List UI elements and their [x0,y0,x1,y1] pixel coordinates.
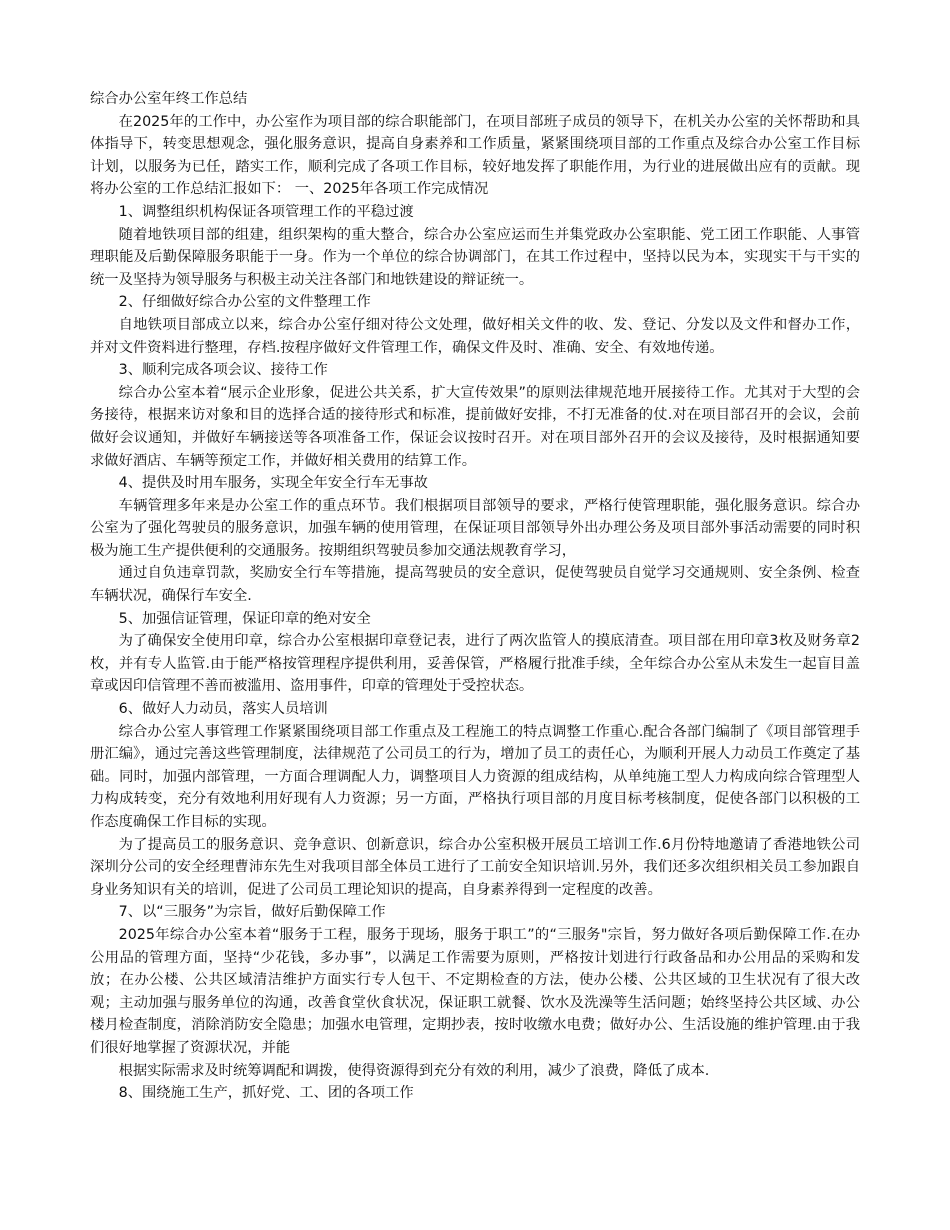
section-heading: 5、加强信证管理，保证印章的绝对安全 [118,610,371,627]
document-body [90,88,860,1105]
paragraph: 通过自负违章罚款，奖励安全行车等措施，提高驾驶员的安全意识，促使驾驶员自觉学习交通规则、安全条例、检查车辆状况，确保行车安全. [90,565,860,605]
paragraph: 自地铁项目部成立以来，综合办公室仔细对待公文处理，做好相关文件的收、发、登记、分发以及文件和督办工作，并对文件资料进行整理，存档.按程序做好文件管理工作，确保文件及时、准确、安全、有效地传递。 [90,316,860,356]
section-heading: 8、围绕施工生产，抓好党、工、团的各项工作 [118,1085,414,1102]
paragraph: 2025年综合办公室本着“服务于工程，服务于现场，服务于职工”的“三服务"宗旨，努力做好各项后勤保障工作.在办公用品的管理方面，坚持“少花钱，多办事”，以满足工作需要为原则，严格按计划进行行政备品和办公用品的采购和发放；在办公楼、公共区域清洁维护方面实行专人包干、不定期检查的方法，使办公楼、公共区域的卫生状况有了很大改观；主动加强与服务单位的沟通，改善食堂伙食状况，保证职工就餐、饮水及洗澡等生活问题；始终坚持公共区域、办公楼月检查制度，消除消防安全隐患；加强水电管理，定期抄表，按时收缴水电费；做好办公、生活设施的维护管理.由于我们很好地掌握了资源状况，并能 [90,926,860,1056]
document-title: 综合办公室年终工作总结 [90,91,248,107]
paragraph: 为了确保安全使用印章，综合办公室根据印章登记表，进行了两次监管人的摸底清查。项目部在用印章3枚及财务章2枚，并有专人监管.由于能严格按管理程序提供利用，妥善保管，严格履行批准手续，全年综合办公室从未发生一起盲目盖章或因印信管理不善而被滥用、盗用事件，印章的管理处于受控状态。 [90,633,860,695]
paragraph: 随着地铁项目部的组建，组织架构的重大整合，综合办公室应运而生并集党政办公室职能、党工团工作职能、人事管理职能及后勤保障服务职能于一身。作为一个单位的综合协调部门，在其工作过程中，坚持以民为本，实现实干与干实的统一及坚持为领导服务与积极主动关注各部门和地铁建设的辩证统一。 [90,226,860,288]
section-heading: 7、以“三服务”为宗旨，做好后勤保障工作 [118,904,386,921]
section-heading: 2、仔细做好综合办公室的文件整理工作 [118,294,371,311]
paragraph: 综合办公室人事管理工作紧紧围绕项目部工作重点及工程施工的特点调整工作重心.配合各部门编制了《项目部管理手册汇编》，通过完善这些管理制度，法律规范了公司员工的行为，增加了员工的责任心，为顺利开展人力动员工作奠定了基础。同时，加强内部管理，一方面合理调配人力，调整项目人力资源的组成结构，从单纯施工型人力构成向综合管理型人力构成转变，充分有效地利用好现有人力资源；另一方面，严格执行项目部的月度目标考核制度，促使各部门以积极的工作态度确保工作目标的实现。 [90,723,860,830]
section-heading: 1、调整组织机构保证各项管理工作的平稳过渡 [118,203,414,220]
section-heading: 4、提供及时用车服务，实现全年安全行车无事故 [118,475,428,492]
section-heading: 6、做好人力动员，落实人员培训 [118,701,328,718]
section-heading: 3、顺利完成各项会议、接待工作 [118,362,328,379]
paragraph: 根据实际需求及时统筹调配和调拨，使得资源得到充分有效的利用，减少了浪费，降低了成本. [118,1062,710,1079]
paragraph: 综合办公室本着“展示企业形象，促进公共关系，扩大宣传效果”的原则法律规范地开展接待工作。尤其对于大型的会务接待，根据来访对象和目的选择合适的接待形式和标准，提前做好安排，不打无准备的仗.对在项目部召开的会议，会前做好会议通知，并做好车辆接送等各项准备工作，保证会议按时召开。对在项目部外召开的会议及接待，及时根据通知要求做好酒店、车辆等预定工作，并做好相关费用的结算工作。 [90,384,860,469]
paragraph: 为了提高员工的服务意识、竞争意识、创新意识，综合办公室积极开展员工培训工作.6月份特地邀请了香港地铁公司深圳分公司的安全经理曹沛东先生对我项目部全体员工进行了工前安全知识培训.另外，我们还多次组织相关员工参加跟自身业务知识有关的培训，促进了公司员工理论知识的提高，自身素养得到一定程度的改善。 [90,836,860,898]
paragraph: 车辆管理多年来是办公室工作的重点环节。我们根据项目部领导的要求，严格行使管理职能，强化服务意识。综合办公室为了强化驾驶员的服务意识，加强车辆的使用管理，在保证项目部领导外出办理公务及项目部外事活动需要的同时积极为施工生产提供便利的交通服务。按期组织驾驶员参加交通法规教育学习， [90,497,860,559]
paragraph: 在2025年的工作中，办公室作为项目部的综合职能部门，在项目部班子成员的领导下，在机关办公室的关怀帮助和具体指导下，转变思想观念，强化服务意识，提高自身素养和工作质量，紧紧围绕项目部的工作重点及综合办公室工作目标计划，以服务为已任，踏实工作，顺利完成了各项工作目标，较好地发挥了职能作用，为行业的进展做出应有的贡献。现将办公室的工作总结汇报如下： 一、2025年各项工作完成情况 [90,113,860,198]
